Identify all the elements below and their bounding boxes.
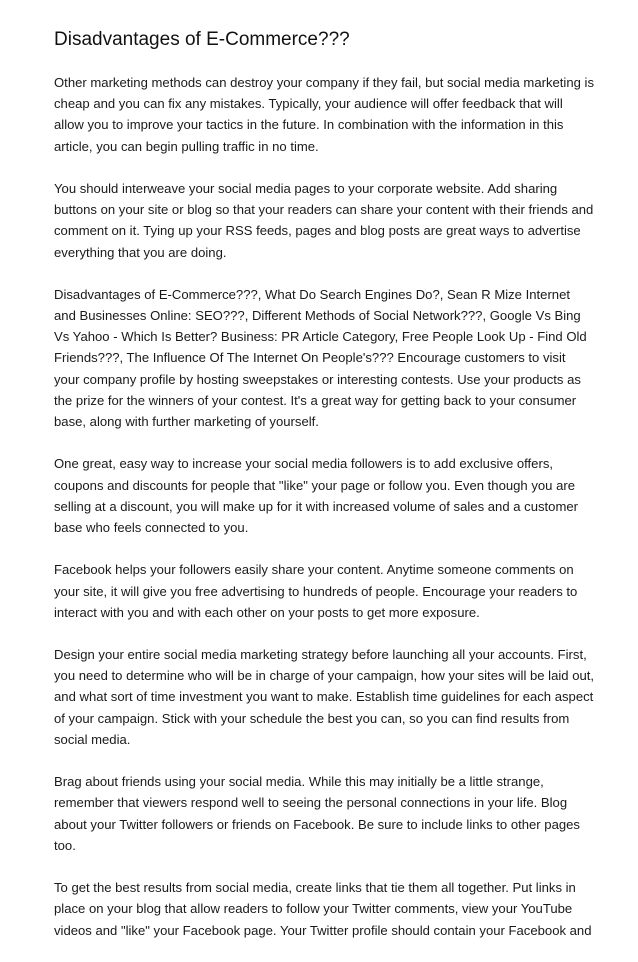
- document-title: Disadvantages of E-Commerce???: [54, 29, 350, 50]
- text-line: your company profile by hosting sweepstakes or interesting contests. Use your products as: [54, 371, 581, 387]
- text-line: You should interweave your social media pages to your corporate website. Add sharing: [54, 180, 558, 196]
- paragraph: [54, 559, 594, 623]
- text-line: base, along with further marketing of yourself.: [54, 414, 319, 429]
- text-line: place on your blog that allow readers to follow your Twitter comments, view your YouTube: [54, 901, 573, 917]
- text-line: everything that you are doing.: [54, 244, 227, 260]
- text-line: social media.: [54, 731, 131, 747]
- text-line: To get the best results from social media, create links that tie them all together. Put links in: [54, 880, 576, 896]
- text-line: of your campaign. Stick with your schedule the best you can, so you can find results from: [54, 710, 570, 726]
- text-line: coupons and discounts for people that "like" your page or follow you. Even though you are: [54, 477, 576, 493]
- paragraph: [54, 453, 594, 538]
- text-line: Other marketing methods can destroy your company if they fail, but social media marketing is: [54, 75, 594, 90]
- paragraph: [54, 644, 594, 750]
- text-line: buttons on your site or blog so that your readers can share your content with their friends and: [54, 202, 594, 218]
- text-line: videos and "like" your Facebook page. Your Twitter profile should contain your Facebook and: [54, 922, 592, 938]
- paragraph: [54, 771, 594, 856]
- text-line: Brag about friends using your social media. While this may initially be a little strange,: [54, 774, 544, 790]
- text-line: about your Twitter followers or friends on Facebook. Be sure to include links to other pages: [54, 816, 580, 832]
- text-line: interact with you and with each other on your posts to get more exposure.: [54, 604, 480, 620]
- text-line: Facebook helps your followers easily share your content. Anytime someone comments on: [54, 562, 574, 578]
- text-line: remember that viewers respond well to seeing the personal connections in your life. Blog: [54, 795, 568, 811]
- paragraph: [54, 178, 594, 263]
- text-line: and Businesses Online: SEO???, Different Methods of Social Network???, Google Vs Bing: [54, 308, 581, 324]
- text-line: too.: [54, 837, 76, 853]
- text-line: comment on it. Tying up your RSS feeds, pages and blog posts are great ways to advertise: [54, 223, 581, 239]
- text-line: and what sort of time investment you want to make. Establish time guidelines for each aspect: [54, 689, 594, 705]
- document-body: [54, 72, 594, 941]
- text-line: Design your entire social media marketing strategy before launching all your accounts. First,: [54, 647, 587, 663]
- paragraph: [54, 877, 594, 941]
- text-line: selling at a discount, you will make up for it with increased volume of sales and a customer: [54, 498, 579, 514]
- document-page: [54, 28, 594, 962]
- text-line: the prize for the winners of your contest. It's a great way for getting back to your consumer: [54, 392, 577, 408]
- text-line: cheap and you can fix any mistakes. Typically, your audience will offer feedback that will: [54, 96, 563, 112]
- text-line: base who feels connected to you.: [54, 519, 249, 535]
- paragraph: [54, 72, 594, 157]
- text-line: Friends???, The Influence Of The Internet On People's??? Encourage customers to visit: [54, 350, 566, 366]
- text-line: you need to determine who will be in charge of your campaign, how your sites will be laid out,: [54, 668, 595, 684]
- text-line: article, you can begin pulling traffic in no time.: [54, 138, 319, 154]
- paragraph: [54, 284, 594, 432]
- text-line: allow you to improve your tactics in the future. In combination with the information in this: [54, 117, 564, 133]
- text-line: Vs Yahoo - Which Is Better? Business: PR Article Category, Free People Look Up - Find Old: [54, 329, 587, 345]
- text-line: One great, easy way to increase your social media followers is to add exclusive offers,: [54, 456, 554, 472]
- text-line: Disadvantages of E-Commerce???, What Do Search Engines Do?, Sean R Mize Internet: [54, 286, 571, 302]
- text-line: your site, it will give you free advertising to hundreds of people. Encourage your readers to: [54, 583, 578, 599]
